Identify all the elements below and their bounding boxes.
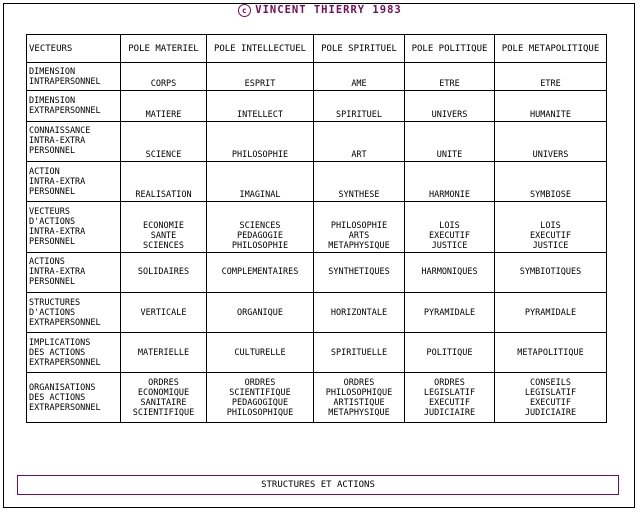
table-cell: SYNTHETIQUES	[314, 252, 405, 292]
table-cell: PHILOSOPHIE ARTS METAPHYSIQUE	[314, 202, 405, 252]
header-title: VINCENT THIERRY 1983	[255, 4, 402, 16]
table-cell: ART	[314, 121, 405, 161]
table-cell: CORPS	[121, 63, 207, 91]
table-cell: MATERIELLE	[121, 333, 207, 373]
table-row	[27, 63, 607, 91]
table-row	[27, 202, 607, 252]
table-cell: SCIENCE	[121, 121, 207, 161]
table-row	[27, 161, 607, 201]
column-header: POLE POLITIQUE	[405, 35, 495, 63]
table-cell: ESPRIT	[207, 63, 314, 91]
table-cell: ECONOMIE SANTE SCIENCES	[121, 202, 207, 252]
page-header	[0, 0, 640, 18]
table-cell: SYNTHESE	[314, 161, 405, 201]
row-label: ORGANISATIONS DES ACTIONS EXTRAPERSONNEL	[27, 373, 121, 423]
table-row	[27, 333, 607, 373]
row-label: STRUCTURES D'ACTIONS EXTRAPERSONNEL	[27, 292, 121, 332]
row-label: VECTEURS D'ACTIONS INTRA-EXTRA PERSONNEL	[27, 202, 121, 252]
table-cell: SYMBIOTIQUES	[495, 252, 607, 292]
table-cell: LOIS EXECUTIF JUSTICE	[405, 202, 495, 252]
table-cell: INTELLECT	[207, 91, 314, 121]
table-cell: REALISATION	[121, 161, 207, 201]
table-cell: COMPLEMENTAIRES	[207, 252, 314, 292]
table-cell: LOIS EXECUTIF JUSTICE	[495, 202, 607, 252]
table-cell: HORIZONTALE	[314, 292, 405, 332]
column-header: POLE SPIRITUEL	[314, 35, 405, 63]
table-cell: UNITE	[405, 121, 495, 161]
table-row	[27, 373, 607, 423]
table-cell: AME	[314, 63, 405, 91]
table-cell: ORGANIQUE	[207, 292, 314, 332]
table-cell: PYRAMIDALE	[495, 292, 607, 332]
table-cell: ETRE	[405, 63, 495, 91]
vectors-table	[26, 34, 607, 423]
row-label: DIMENSION EXTRAPERSONNEL	[27, 91, 121, 121]
table-cell: ORDRES ECONOMIQUE SANITAIRE SCIENTIFIQUE	[121, 373, 207, 423]
row-label: ACTIONS INTRA-EXTRA PERSONNEL	[27, 252, 121, 292]
row-label: CONNAISSANCE INTRA-EXTRA PERSONNEL	[27, 121, 121, 161]
column-header: POLE INTELLECTUEL	[207, 35, 314, 63]
table-cell: ETRE	[495, 63, 607, 91]
table-cell: PYRAMIDALE	[405, 292, 495, 332]
table-cell: SPIRITUEL	[314, 91, 405, 121]
row-label: ACTION INTRA-EXTRA PERSONNEL	[27, 161, 121, 201]
table-cell: HARMONIQUES	[405, 252, 495, 292]
table-cell: CONSEILS LEGISLATIF EXECUTIF JUDICIAIRE	[495, 373, 607, 423]
table-cell: SYMBIOSE	[495, 161, 607, 201]
table-cell: ORDRES PHILOSOPHIQUE ARTISTIQUE METAPHYSIQUE	[314, 373, 405, 423]
table-row	[27, 91, 607, 121]
copyright-icon: c	[238, 4, 251, 17]
table-cell: IMAGINAL	[207, 161, 314, 201]
table-row	[27, 292, 607, 332]
table-cell: POLITIQUE	[405, 333, 495, 373]
table-cell: PHILOSOPHIE	[207, 121, 314, 161]
table-cell: UNIVERS	[405, 91, 495, 121]
table-cell: SPIRITUELLE	[314, 333, 405, 373]
table-cell: CULTURELLE	[207, 333, 314, 373]
table-cell: ORDRES LEGISLATIF EXECUTIF JUDICIAIRE	[405, 373, 495, 423]
table-cell: UNIVERS	[495, 121, 607, 161]
table-cell: SCIENCES PEDAGOGIE PHILOSOPHIE	[207, 202, 314, 252]
table-cell: VERTICALE	[121, 292, 207, 332]
table-cell: ORDRES SCIENTIFIQUE PEDAGOGIQUE PHILOSOPHIQUE	[207, 373, 314, 423]
table-row	[27, 252, 607, 292]
table-cell: HUMANITE	[495, 91, 607, 121]
table-header-row	[27, 35, 607, 63]
column-header: VECTEURS	[27, 35, 121, 63]
row-label: IMPLICATIONS DES ACTIONS EXTRAPERSONNEL	[27, 333, 121, 373]
table-row	[27, 121, 607, 161]
footer-caption: STRUCTURES ET ACTIONS	[17, 475, 619, 495]
row-label: DIMENSION INTRAPERSONNEL	[27, 63, 121, 91]
column-header: POLE METAPOLITIQUE	[495, 35, 607, 63]
table-cell: METAPOLITIQUE	[495, 333, 607, 373]
header-title-wrap	[228, 4, 411, 16]
table-cell: MATIERE	[121, 91, 207, 121]
table-cell: SOLIDAIRES	[121, 252, 207, 292]
column-header: POLE MATERIEL	[121, 35, 207, 63]
table-cell: HARMONIE	[405, 161, 495, 201]
